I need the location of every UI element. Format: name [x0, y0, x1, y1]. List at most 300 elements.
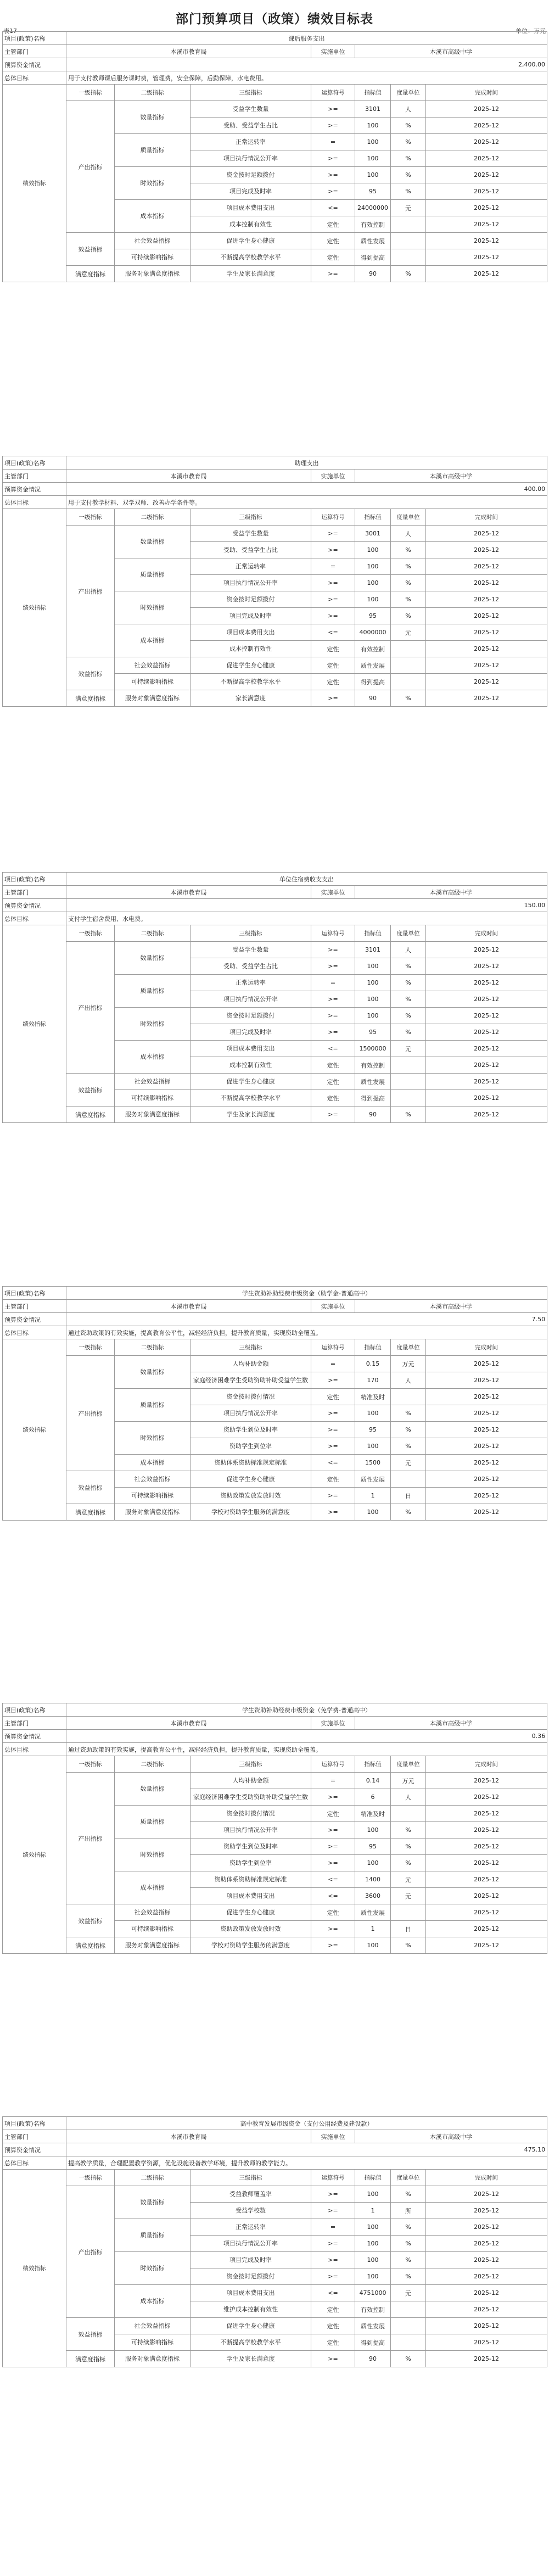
measure-unit: %: [391, 558, 426, 575]
project-name-row: [3, 32, 547, 45]
header-deadline: 完成时间: [426, 925, 547, 942]
indicator-value: 100: [355, 591, 391, 608]
measure-unit: [391, 2301, 426, 2318]
indicator-value: 95: [355, 1839, 391, 1855]
level2-indicator: 服务对象满意度指标: [115, 690, 191, 707]
indicator-row: [3, 690, 547, 707]
indicator-value: 3600: [355, 1888, 391, 1904]
level3-indicator: 受益学校数: [191, 2203, 311, 2219]
level3-indicator: 成本控制有效性: [191, 216, 311, 233]
level3-indicator: 不断提高学校教学水平: [191, 249, 311, 266]
operator-symbol: >=: [311, 608, 355, 624]
deadline-value: 2025-12: [426, 2186, 547, 2203]
level3-indicator: 家庭经济困难学生受助资助补助受益学生数: [191, 1372, 311, 1389]
funds-row: [3, 899, 547, 912]
indicator-value: 得到提高: [355, 1090, 391, 1107]
deadline-value: 2025-12: [426, 233, 547, 249]
funds-value: 0.36: [66, 1730, 547, 1743]
header-level1: 一级指标: [66, 509, 115, 526]
operator-symbol: <=: [311, 2285, 355, 2301]
indicator-value: 100: [355, 2252, 391, 2268]
deadline-value: 2025-12: [426, 1008, 547, 1024]
deadline-value: 2025-12: [426, 2285, 547, 2301]
indicator-value: 4751000: [355, 2285, 391, 2301]
measure-unit: %: [391, 2219, 426, 2236]
measure-unit: 人: [391, 942, 426, 958]
measure-unit: [391, 1074, 426, 1090]
department-value: 本溪市教育局: [66, 2130, 311, 2143]
level2-indicator: 成本指标: [115, 1871, 191, 1904]
indicator-value: 100: [355, 991, 391, 1008]
header-level2: 二级指标: [115, 2170, 191, 2186]
operator-symbol: 定性: [311, 1389, 355, 1405]
level3-indicator: 项目完成及时率: [191, 183, 311, 200]
indicator-row: [3, 2318, 547, 2334]
indicator-row: [3, 1504, 547, 1521]
level1-indicator: 满意度指标: [66, 266, 115, 282]
deadline-value: 2025-12: [426, 1041, 547, 1057]
indicator-value: 得到提高: [355, 674, 391, 690]
impl-unit-value: 本溪市高级中学: [355, 1300, 547, 1313]
level2-indicator: 数量指标: [115, 942, 191, 975]
measure-unit: %: [391, 2268, 426, 2285]
indicator-value: 1: [355, 2203, 391, 2219]
measure-unit: %: [391, 2252, 426, 2268]
funds-value: 400.00: [66, 483, 547, 496]
project-name-label: 项目(政策)名称: [3, 2117, 66, 2130]
level2-indicator: 质量指标: [115, 558, 191, 591]
header-deadline: 完成时间: [426, 85, 547, 101]
project-name-label: 项目(政策)名称: [3, 1703, 66, 1717]
operator-symbol: >=: [311, 1789, 355, 1806]
indicator-row: [3, 1074, 547, 1090]
deadline-value: 2025-12: [426, 1504, 547, 1521]
level3-indicator: 不断提高学校教学水平: [191, 1090, 311, 1107]
level3-indicator: 正常运转率: [191, 975, 311, 991]
indicator-value: 100: [355, 975, 391, 991]
measure-unit: %: [391, 2236, 426, 2252]
level3-indicator: 资助政策发放发放时效: [191, 1488, 311, 1504]
indicator-value: 质性发展: [355, 233, 391, 249]
level2-indicator: 社会效益指标: [115, 2318, 191, 2334]
funds-row: [3, 58, 547, 71]
indicator-value: 100: [355, 2219, 391, 2236]
measure-unit: %: [391, 150, 426, 167]
level2-indicator: 成本指标: [115, 2285, 191, 2318]
level2-indicator: 成本指标: [115, 1041, 191, 1074]
level3-indicator: 促进学生身心健康: [191, 1074, 311, 1090]
indicator-value: 1500000: [355, 1041, 391, 1057]
header-level3: 三级指标: [191, 509, 311, 526]
measure-unit: 元: [391, 1888, 426, 1904]
indicator-value: 质性发展: [355, 1904, 391, 1921]
operator-symbol: 定性: [311, 233, 355, 249]
header-level1: 一级指标: [66, 85, 115, 101]
indicator-value: 100: [355, 1937, 391, 1954]
project-name-row: [3, 2117, 547, 2130]
deadline-value: 2025-12: [426, 1806, 547, 1822]
header-symbol: 运算符号: [311, 2170, 355, 2186]
level2-indicator: 社会效益指标: [115, 1904, 191, 1921]
level2-indicator: 可持续影响指标: [115, 1090, 191, 1107]
level3-indicator: 资助学生到位率: [191, 1855, 311, 1871]
deadline-value: 2025-12: [426, 558, 547, 575]
operator-symbol: >=: [311, 183, 355, 200]
level2-indicator: 数量指标: [115, 1773, 191, 1806]
operator-symbol: =: [311, 558, 355, 575]
header-unit: 度量单位: [391, 1339, 426, 1356]
level2-indicator: 时效指标: [115, 1008, 191, 1041]
impl-unit-value: 本溪市高级中学: [355, 470, 547, 483]
header-level2: 二级指标: [115, 1339, 191, 1356]
deadline-value: 2025-12: [426, 2219, 547, 2236]
header-symbol: 运算符号: [311, 1756, 355, 1773]
measure-unit: %: [391, 1855, 426, 1871]
indicator-header-row: [3, 1339, 547, 1356]
deadline-value: 2025-12: [426, 1839, 547, 1855]
indicator-value: 有效控制: [355, 641, 391, 657]
measure-unit: 元: [391, 200, 426, 216]
header-unit: 度量单位: [391, 85, 426, 101]
header-symbol: 运算符号: [311, 1339, 355, 1356]
funds-label: 预算资金情况: [3, 483, 66, 496]
operator-symbol: >=: [311, 1008, 355, 1024]
deadline-value: 2025-12: [426, 1488, 547, 1504]
indicator-value: 100: [355, 150, 391, 167]
measure-unit: [391, 1471, 426, 1488]
indicator-value: 100: [355, 575, 391, 591]
indicator-row: [3, 266, 547, 282]
overall-goal-label: 总体目标: [3, 2156, 66, 2170]
measure-unit: %: [391, 2186, 426, 2203]
department-label: 主管部门: [3, 45, 66, 58]
measure-unit: %: [391, 608, 426, 624]
level2-indicator: 数量指标: [115, 526, 191, 558]
operator-symbol: =: [311, 975, 355, 991]
funds-row: [3, 1730, 547, 1743]
level1-indicator: 效益指标: [66, 1471, 115, 1504]
level2-indicator: 社会效益指标: [115, 1074, 191, 1090]
deadline-value: 2025-12: [426, 2334, 547, 2351]
header-level2: 二级指标: [115, 1756, 191, 1773]
indicator-value: 90: [355, 1107, 391, 1123]
overall-goal-value: 支付学生宿舍费用、水电费。: [66, 912, 547, 925]
operator-symbol: >=: [311, 1405, 355, 1422]
level1-indicator: 产出指标: [66, 1773, 115, 1904]
department-value: 本溪市教育局: [66, 1300, 311, 1313]
header-level1: 一级指标: [66, 925, 115, 942]
performance-table: [2, 872, 547, 1123]
header-level2: 二级指标: [115, 509, 191, 526]
level1-indicator: 产出指标: [66, 526, 115, 657]
impl-unit-label: 实施单位: [311, 45, 355, 58]
impl-unit-label: 实施单位: [311, 1300, 355, 1313]
operator-symbol: 定性: [311, 674, 355, 690]
operator-symbol: <=: [311, 1871, 355, 1888]
operator-symbol: =: [311, 1356, 355, 1372]
measure-unit: 万元: [391, 1773, 426, 1789]
overall-goal-row: [3, 1743, 547, 1756]
level3-indicator: 促进学生身心健康: [191, 657, 311, 674]
level2-indicator: 时效指标: [115, 591, 191, 624]
deadline-value: 2025-12: [426, 118, 547, 134]
header-unit: 度量单位: [391, 2170, 426, 2186]
measure-unit: %: [391, 591, 426, 608]
indicator-header-row: [3, 509, 547, 526]
level1-indicator: 产出指标: [66, 2186, 115, 2318]
deadline-value: 2025-12: [426, 1855, 547, 1871]
table-number: 表17: [3, 27, 17, 35]
project-name-value: 单位住宿费收支支出: [66, 873, 547, 886]
department-label: 主管部门: [3, 470, 66, 483]
deadline-value: 2025-12: [426, 674, 547, 690]
level3-indicator: 资助学生到位及时率: [191, 1422, 311, 1438]
level3-indicator: 资金按时足额拨付: [191, 1008, 311, 1024]
overall-goal-value: 通过资助政策的有效实施，提高教育公平性，减轻经济负担，提升教育质量，实现资助全覆盖。: [66, 1743, 547, 1756]
deadline-value: 2025-12: [426, 1888, 547, 1904]
project-name-value: 学生资助补助经费市级资金（助学金-普通高中）: [66, 1287, 547, 1300]
header-level3: 三级指标: [191, 2170, 311, 2186]
deadline-value: 2025-12: [426, 101, 547, 118]
level3-indicator: 资金按时拨付情况: [191, 1806, 311, 1822]
impl-unit-label: 实施单位: [311, 1717, 355, 1730]
deadline-value: 2025-12: [426, 942, 547, 958]
measure-unit: %: [391, 266, 426, 282]
project-name-label: 项目(政策)名称: [3, 32, 66, 45]
level2-indicator: 社会效益指标: [115, 233, 191, 249]
level2-indicator: 服务对象满意度指标: [115, 1107, 191, 1123]
level2-indicator: 成本指标: [115, 624, 191, 657]
department-row: [3, 1300, 547, 1313]
level3-indicator: 家长满意度: [191, 690, 311, 707]
level1-indicator: 效益指标: [66, 1074, 115, 1107]
indicator-row: [3, 1471, 547, 1488]
level1-indicator: 满意度指标: [66, 1937, 115, 1954]
header-value: 指标值: [355, 2170, 391, 2186]
indicator-value: 100: [355, 167, 391, 183]
level3-indicator: 项目执行情况公开率: [191, 2236, 311, 2252]
indicator-value: 95: [355, 183, 391, 200]
operator-symbol: >=: [311, 1488, 355, 1504]
level3-indicator: 项目执行情况公开率: [191, 1822, 311, 1839]
level2-indicator: 时效指标: [115, 167, 191, 200]
operator-symbol: >=: [311, 167, 355, 183]
header-deadline: 完成时间: [426, 1756, 547, 1773]
operator-symbol: 定性: [311, 216, 355, 233]
deadline-value: 2025-12: [426, 991, 547, 1008]
impl-unit-value: 本溪市高级中学: [355, 1717, 547, 1730]
funds-label: 预算资金情况: [3, 1730, 66, 1743]
operator-symbol: >=: [311, 1839, 355, 1855]
indicator-row: [3, 942, 547, 958]
indicator-row: [3, 1773, 547, 1789]
level3-indicator: 人均补助金额: [191, 1773, 311, 1789]
perf-indicator-label: 绩效指标: [3, 1756, 66, 1954]
indicator-value: 100: [355, 1822, 391, 1839]
header-symbol: 运算符号: [311, 925, 355, 942]
measure-unit: %: [391, 1504, 426, 1521]
performance-table: [2, 1703, 547, 1954]
measure-unit: 元: [391, 1455, 426, 1471]
deadline-value: 2025-12: [426, 975, 547, 991]
indicator-row: [3, 657, 547, 674]
level3-indicator: 项目成本费用支出: [191, 2285, 311, 2301]
overall-goal-row: [3, 496, 547, 509]
operator-symbol: >=: [311, 2186, 355, 2203]
measure-unit: [391, 216, 426, 233]
operator-symbol: 定性: [311, 641, 355, 657]
deadline-value: 2025-12: [426, 1921, 547, 1937]
operator-symbol: 定性: [311, 1090, 355, 1107]
indicator-value: 95: [355, 1024, 391, 1041]
level1-indicator: 产出指标: [66, 1356, 115, 1471]
header-deadline: 完成时间: [426, 509, 547, 526]
indicator-value: 有效控制: [355, 1057, 391, 1074]
deadline-value: 2025-12: [426, 1904, 547, 1921]
measure-unit: [391, 249, 426, 266]
operator-symbol: 定性: [311, 1904, 355, 1921]
indicator-value: 1500: [355, 1455, 391, 1471]
operator-symbol: 定性: [311, 249, 355, 266]
header-level1: 一级指标: [66, 1339, 115, 1356]
deadline-value: 2025-12: [426, 1871, 547, 1888]
measure-unit: %: [391, 1822, 426, 1839]
level2-indicator: 可持续影响指标: [115, 2334, 191, 2351]
indicator-value: 质性发展: [355, 1471, 391, 1488]
operator-symbol: <=: [311, 1455, 355, 1471]
indicator-value: 0.14: [355, 1773, 391, 1789]
measure-unit: 人: [391, 1789, 426, 1806]
level3-indicator: 受助、受益学生占比: [191, 542, 311, 558]
funds-value: 7.50: [66, 1313, 547, 1326]
indicator-header-row: [3, 925, 547, 942]
perf-indicator-label: 绩效指标: [3, 85, 66, 282]
indicator-value: 6: [355, 1789, 391, 1806]
indicator-value: 3101: [355, 942, 391, 958]
measure-unit: %: [391, 2351, 426, 2367]
level2-indicator: 质量指标: [115, 134, 191, 167]
overall-goal-row: [3, 2156, 547, 2170]
measure-unit: %: [391, 542, 426, 558]
indicator-header-row: [3, 85, 547, 101]
operator-symbol: >=: [311, 266, 355, 282]
deadline-value: 2025-12: [426, 249, 547, 266]
level3-indicator: 项目完成及时率: [191, 1024, 311, 1041]
level1-indicator: 产出指标: [66, 942, 115, 1074]
department-value: 本溪市教育局: [66, 886, 311, 899]
operator-symbol: >=: [311, 1107, 355, 1123]
header-level3: 三级指标: [191, 1756, 311, 1773]
indicator-value: 95: [355, 608, 391, 624]
level2-indicator: 社会效益指标: [115, 657, 191, 674]
level3-indicator: 受助、受益学生占比: [191, 118, 311, 134]
indicator-value: 精准及时: [355, 1806, 391, 1822]
measure-unit: 人: [391, 1372, 426, 1389]
indicator-value: 得到提高: [355, 2334, 391, 2351]
level3-indicator: 学校对资助学生服务的满意度: [191, 1504, 311, 1521]
indicator-value: 有效控制: [355, 2301, 391, 2318]
operator-symbol: >=: [311, 575, 355, 591]
level3-indicator: 促进学生身心健康: [191, 1904, 311, 1921]
indicator-row: [3, 526, 547, 542]
indicator-value: 100: [355, 542, 391, 558]
indicator-value: 100: [355, 558, 391, 575]
level2-indicator: 质量指标: [115, 975, 191, 1008]
measure-unit: [391, 1806, 426, 1822]
funds-label: 预算资金情况: [3, 899, 66, 912]
project-name-label: 项目(政策)名称: [3, 873, 66, 886]
operator-symbol: >=: [311, 542, 355, 558]
impl-unit-value: 本溪市高级中学: [355, 45, 547, 58]
header-deadline: 完成时间: [426, 2170, 547, 2186]
measure-unit: 人: [391, 526, 426, 542]
indicator-row: [3, 1937, 547, 1954]
level3-indicator: 项目执行情况公开率: [191, 991, 311, 1008]
measure-unit: %: [391, 958, 426, 975]
level1-indicator: 效益指标: [66, 657, 115, 690]
perf-indicator-label: 绩效指标: [3, 2170, 66, 2367]
project-name-label: 项目(政策)名称: [3, 456, 66, 470]
project-name-row: [3, 456, 547, 470]
operator-symbol: =: [311, 1773, 355, 1789]
performance-table: [2, 1286, 547, 1521]
operator-symbol: =: [311, 2219, 355, 2236]
deadline-value: 2025-12: [426, 134, 547, 150]
deadline-value: 2025-12: [426, 1822, 547, 1839]
header-level3: 三级指标: [191, 85, 311, 101]
operator-symbol: 定性: [311, 2334, 355, 2351]
deadline-value: 2025-12: [426, 1356, 547, 1372]
level3-indicator: 项目完成及时率: [191, 608, 311, 624]
operator-symbol: <=: [311, 1888, 355, 1904]
header-value: 指标值: [355, 85, 391, 101]
header-unit: 度量单位: [391, 1756, 426, 1773]
measure-unit: 日: [391, 1921, 426, 1937]
operator-symbol: >=: [311, 150, 355, 167]
department-label: 主管部门: [3, 1717, 66, 1730]
operator-symbol: >=: [311, 958, 355, 975]
indicator-value: 质性发展: [355, 657, 391, 674]
deadline-value: 2025-12: [426, 542, 547, 558]
level3-indicator: 家庭经济困难学生受助资助补助受益学生数: [191, 1789, 311, 1806]
level3-indicator: 受助、受益学生占比: [191, 958, 311, 975]
indicator-value: 1400: [355, 1871, 391, 1888]
indicator-value: 精准及时: [355, 1389, 391, 1405]
indicator-value: 0.15: [355, 1356, 391, 1372]
indicator-value: 90: [355, 266, 391, 282]
level3-indicator: 资金按时拨付情况: [191, 1389, 311, 1405]
funds-label: 预算资金情况: [3, 1313, 66, 1326]
indicator-value: 100: [355, 2236, 391, 2252]
deadline-value: 2025-12: [426, 2351, 547, 2367]
indicator-row: [3, 233, 547, 249]
deadline-value: 2025-12: [426, 1455, 547, 1471]
level2-indicator: 数量指标: [115, 1356, 191, 1389]
indicator-value: 100: [355, 1008, 391, 1024]
level3-indicator: 资金按时足额拨付: [191, 2268, 311, 2285]
performance-table: [2, 2116, 547, 2367]
level3-indicator: 成本控制有效性: [191, 1057, 311, 1074]
level1-indicator: 效益指标: [66, 233, 115, 266]
measure-unit: [391, 233, 426, 249]
impl-unit-label: 实施单位: [311, 470, 355, 483]
header-unit: 度量单位: [391, 509, 426, 526]
header-value: 指标值: [355, 1756, 391, 1773]
funds-row: [3, 1313, 547, 1326]
deadline-value: 2025-12: [426, 1090, 547, 1107]
indicator-value: 3101: [355, 101, 391, 118]
project-name-row: [3, 1287, 547, 1300]
